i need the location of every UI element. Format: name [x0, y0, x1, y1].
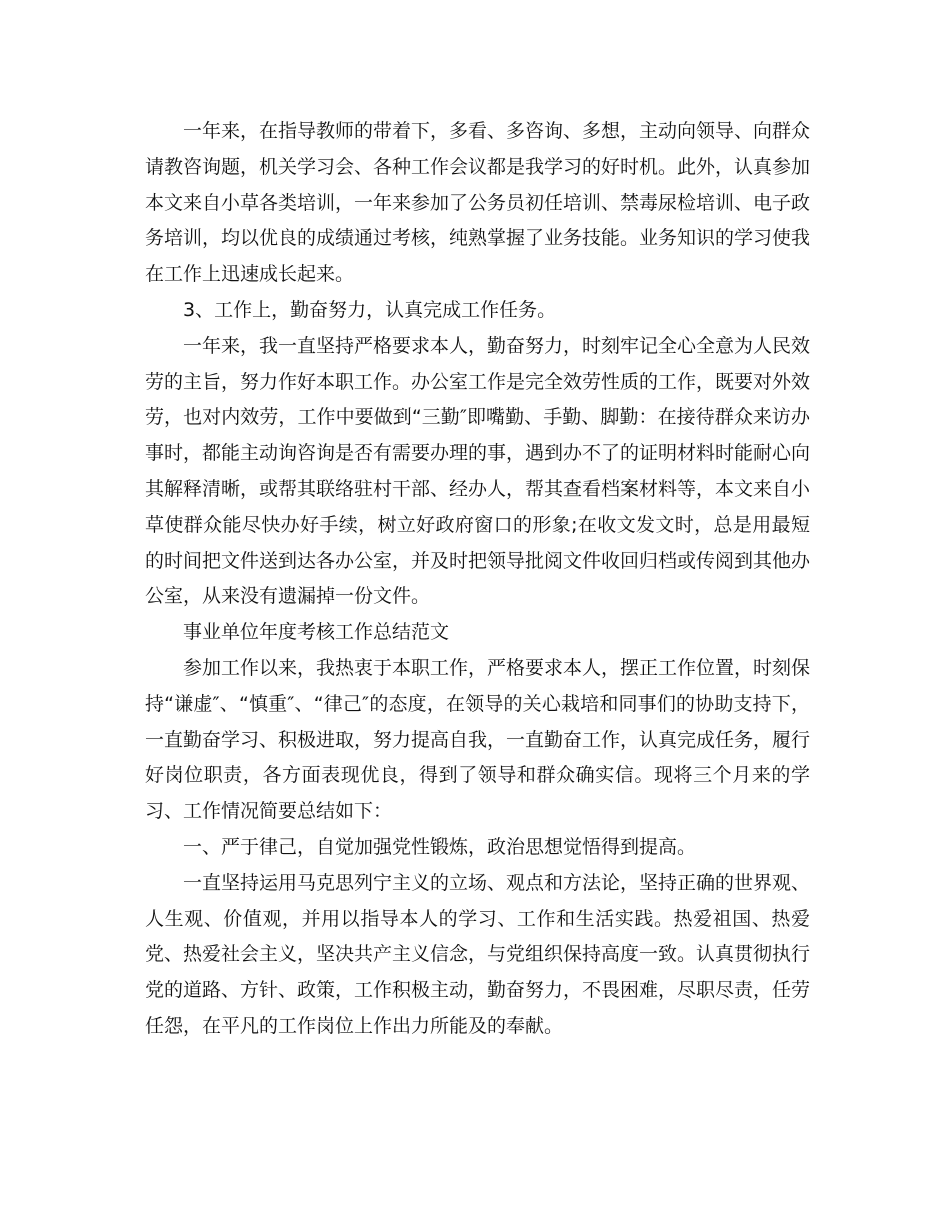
paragraph-office-service: 一年来，我一直坚持严格要求本人，勤奋努力，时刻牢记全心全意为人民效劳的主旨，努力作好本职工作。办公室工作是完全效劳性质的工作，既要对外效劳，也对内效劳，工作中要做到“三勤″即嘴勤、手勤、脚勤：在接待群众来访办事时，都能主动询咨询是否有需要办理的事，遇到办不了的证明材料时能耐心向其解释清晰，或帮其联络驻村干部、经办人，帮其查看档案材料等，本文来自小草使群众能尽快办好手续，树立好政府窗口的形象;在收文发文时，总是用最短的时间把文件送到达各办公室，并及时把领导批阅文件收回归档或传阅到其他办公室，从来没有遗漏掉一份文件。	[145, 334, 811, 608]
paragraph-study-experience: 一年来，在指导教师的带着下，多看、多咨询、多想，主动向领导、向群众请教咨询题，机关学习会、各种工作会议都是我学习的好时机。此外，认真参加本文来自小草各类培训，一年来参加了公务员初任培训、禁毒尿检培训、电子政务培训，均以优良的成绩通过考核，纯熟掌握了业务技能。业务知识的学习使我在工作上迅速成长起来。	[145, 120, 811, 286]
document-body	[145, 114, 810, 1045]
paragraph-work-overview: 参加工作以来，我热衷于本职工作，严格要求本人，摆正工作位置，时刻保持“谦虚″、“慎重″、“律己″的态度，在领导的关心栽培和同事们的协助支持下，一直勤奋学习、积极进取，努力提高自我，一直勤奋工作，认真完成任务，履行好岗位职责，各方面表现优良，得到了领导和群众确实信。现将三个月来的学习、工作情况简要总结如下：	[145, 656, 811, 823]
document-subtitle: 事业单位年度考核工作总结范文	[183, 621, 450, 644]
section-heading-work-diligence: 3、工作上，勤奋努力，认真完成工作任务。	[183, 298, 557, 321]
section-heading-self-discipline: 一、严于律己，自觉加强党性锻炼，政治思想觉悟得到提高。	[183, 835, 697, 858]
paragraph-political-thought: 一直坚持运用马克思列宁主义的立场、观点和方法论，坚持正确的世界观、人生观、价值观，并用以指导本人的学习、工作和生活实践。热爱祖国、热爱党、热爱社会主义，坚决共产主义信念，与党组织保持高度一致。认真贯彻执行党的道路、方针、政策，工作积极主动，勤奋努力，不畏困难，尽职尽责，任劳任怨，在平凡的工作岗位上作出力所能及的奉献。	[145, 871, 811, 1037]
